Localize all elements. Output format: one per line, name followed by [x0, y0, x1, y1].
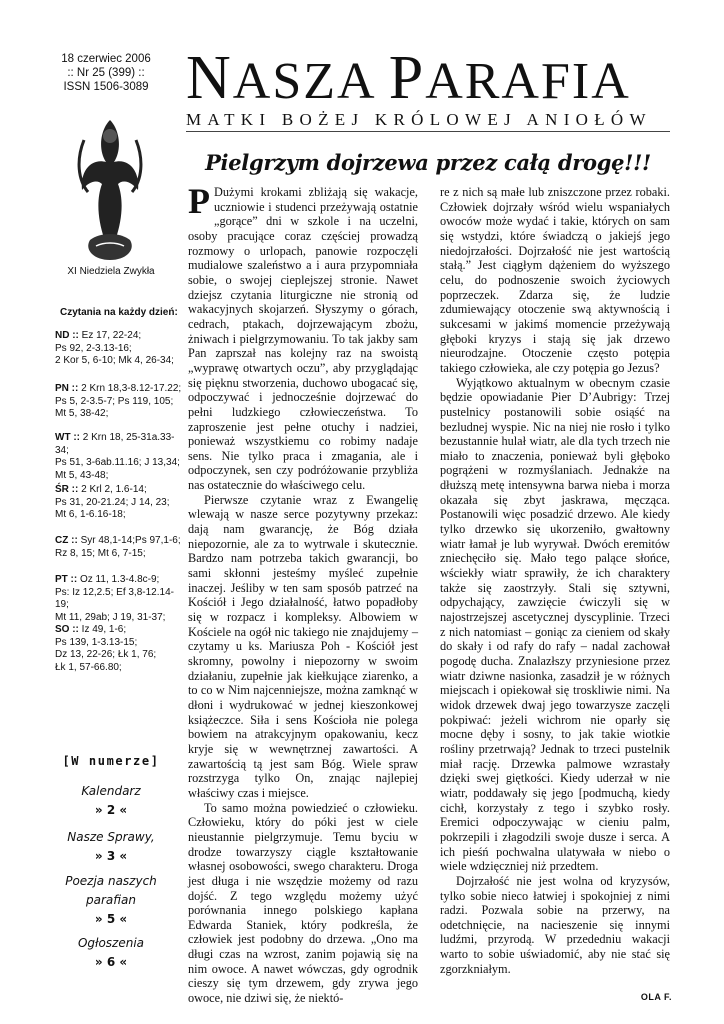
- masthead: [186, 44, 686, 130]
- article-paragraph: Dojrzałość nie jest wolna od kryzysów, tylko sobie nieco łatwiej i spokojniej z nimi radzi. Pozwala sobie na przerwy, na odetchnięcie, na nacieszenie się innymi ludźmi, przyrodą. W przededniu wakacji warto to sobie uświadomić, aby nie stać się zgorzkniałym.: [440, 873, 670, 976]
- toc-item[interactable]: [40, 934, 182, 972]
- reading-line: Oz 11, 1.3-4.8c-9;: [80, 574, 160, 585]
- reading-block: [55, 484, 170, 522]
- article-paragraph: re z nich są małe lub zniszczone przez robaki. Człowiek dojrzały wśród wielu wspaniałych owoców może wydać i takie, których on sam się wstydzi, które świadczą o jakiejś jego niedojrzałości. Dojrzałość nie jest wartością stałą.” Jest ciągłym dążeniem do wyższego celu, do podnoszenie swoich życiowych poprzeczek. Zdarza się, że ludzie zdumiewający otoczenie swą aktywnością i sukcesami w jakimś momencie przeżywają głęboki kryzys i stają się jak drzewo nieurodzajne. Otoczenie często potępia takiego człowieka, ale czy potępia go Jezus?: [440, 185, 670, 375]
- reading-line: 2 Krl 2, 1.6-14;: [81, 484, 147, 495]
- toc-title: Ogłoszenia: [77, 936, 145, 950]
- reading-day: CZ ::: [55, 535, 78, 546]
- reading-line: Mt 5, 43-48;: [55, 469, 109, 481]
- reading-day: PN ::: [55, 383, 79, 394]
- reading-line: Iz 49, 1-6;: [81, 624, 127, 635]
- reading-line: Dz 13, 22-26; Łk 1, 76;: [55, 649, 157, 661]
- toc-item[interactable]: [51, 872, 171, 929]
- reading-line: Rz 8, 15; Mt 6, 7-15;: [55, 547, 146, 559]
- reading-line: Ps 139, 1-3.13-15;: [55, 636, 138, 648]
- toc-title: Poezja naszych parafian: [65, 874, 157, 907]
- reading-line: Ps: Iz 12,2.5; Ef 3,8-12.14-19;: [55, 586, 174, 611]
- reading-line: 2 Kor 5, 6-10; Mk 4, 26-34;: [55, 355, 174, 367]
- article-column-2: [440, 185, 670, 976]
- reading-day: ŚR ::: [55, 484, 79, 495]
- readings-heading: Czytania na każdy dzień:: [60, 307, 178, 318]
- newspaper-title: NASZA PARAFIA: [186, 44, 631, 112]
- article-headline: Pielgrzym dojrzewa przez całą drogę!!!: [205, 150, 651, 175]
- angel-emblem-icon: [70, 110, 150, 262]
- reading-block: [55, 535, 181, 560]
- reading-day: SO ::: [55, 624, 79, 635]
- reading-line: Mt 11, 29ab; J 19, 31-37;: [55, 611, 166, 623]
- toc-title: Nasze Sprawy,: [67, 830, 155, 844]
- reading-line: Łk 1, 57-66.80;: [55, 661, 122, 673]
- reading-block: [55, 383, 181, 421]
- drop-cap: P: [188, 181, 210, 221]
- reading-day: WT ::: [55, 432, 80, 443]
- reading-block: [55, 330, 174, 368]
- issue-date: 18 czerwiec 2006: [61, 53, 151, 65]
- reading-line: Ps 92, 2-3.13-16;: [55, 342, 132, 354]
- reading-line: 2 Krn 18, 25-31a.33-34;: [55, 432, 175, 456]
- newspaper-subtitle: MATKI BOŻEJ KRÓLOWEJ ANIOŁÓW: [186, 110, 652, 129]
- reading-line: Ps 31, 20-21.24; J 14, 23;: [55, 496, 170, 508]
- reading-day: PT ::: [55, 574, 78, 585]
- reading-line: Mt 6, 1-6.16-18;: [55, 509, 126, 521]
- reading-day: ND ::: [55, 330, 79, 341]
- issue-issn: ISSN 1506-3089: [63, 81, 149, 93]
- in-issue-heading: [W numerze]: [62, 754, 160, 768]
- reading-line: Ps 5, 2-3.5-7; Ps 119, 105;: [55, 395, 174, 407]
- reading-line: Syr 48,1-14;Ps 97,1-6;: [80, 535, 181, 546]
- article-paragraph: To samo można powiedzieć o człowieku. Człowieku, który do póki jest w ciele nieustannie pielgrzymuje. Temu byciu w drodze towarzyszy ciągle kształtowanie własnej osobowości, swego charakteru. Droga jest długa i nie wszędzie możemy od razu dojść. Z tego względu możemy użyć porównania innego polskiego kapłana Edwarda Staniek, który podkreśla, że człowiek jest podobny do drzewa. „Ono ma długi czas na wzrost, zanim pojawią się na nim owoce. A nawet wówczas, gdy ogrodnik cieszy się tym drzewem, gdy zrywa jego owoce, nie dziwi się, że niektó-: [188, 800, 418, 1006]
- article-paragraph: P Dużymi krokami zbliżają się wakacje, uczniowie i studenci przeżywają ostatnie „gorące” dni w szkole i na uczelni, osoby pracujące coraz częściej prowadzą rozmowy o urlopach, panowie rozpoczęli mudialowe szaleństwo a i aura przypomniała sobie, o swojej cieplejszej stronie. Nawet dziejsz czytania liturgiczne nie stronią od wakacyjnych skojarzeń. Słyszymy o górach, cedrach, ptakach, dojrzewającym zbożu, żniwach i pielgrzymowaniu. To tak jakby sam Pan zaprszał nas kolejny raz na swoistą „wyprawę otwartych oczu”, aby przyglądając się pięknu stworzenia, duchowo ubogacać się, odpoczywać i jednocześnie dojrzewać do pełni ludzkiego człowieczeństwa. To zaproszenie jest pełne otuchy i nadziei, ponieważ wszystkiemu co robimy nadaje sens. Nie tylko praca i zmagania, ale i odpoczynek, sen czy podróżowanie przybliża nas ostatecznie do właściwego celu.: [188, 181, 418, 493]
- reading-block: [55, 432, 182, 482]
- reading-line: Ez 17, 22-24;: [81, 330, 142, 341]
- toc-page: » 6 «: [94, 955, 128, 969]
- toc-item[interactable]: [40, 828, 182, 866]
- toc-page: » 2 «: [94, 803, 128, 817]
- masthead-divider: [186, 131, 670, 132]
- article-column-1: [188, 181, 418, 1006]
- article-paragraph: Wyjątkowo aktualnym w obecnym czasie będzie opowiadanie Pier D’Aubrigy: Trzej pustelnicy postanowili sobie osiąść na bezludnej wyspie. Nic na niej nie rosło i tylko bezustannie hulał wiatr, ale dla tych trzech nie miało to znaczenia, ponieważ byli głęboko pogrążeni w rozmyślaniach. Jednakże na dłuższą metę intensywna barwa nieba i morza okazała się zbyt jaskrawa, męcząca. Postanowili więc posadzić drzewo. Ale kiedy tylko drzewko się ukorzeniło, gwałtowny wiatr łamał je lub wyrywał. Dwóch eremitów zniechęciło się. Mało tego palące słońce, wściekły wiatr sprawiły, że ich charaktery także się zaostrzyły. Stali się sztywni, odpychający, zawzięcie ćwiczyli się w najostrzejszej ascetycznej dyscyplinie. Trzeci z nich natomiast – goniąc za cieniem od skały do skały i od rafy do rafy – nadal zachował pogodę ducha. Znalazłszy przyniesione przez wiatr dziwne nasionka, zasadził je w różnych miejscach i opiekował się troskliwie nimi. Na widok drzewek dwaj jego towarzysze zaczęli pokpiwać: jeżeli wichrom nie oparły się mocne dęby i sosny, to jak takie wiotkie rośliny przetrwają? Jednak to trzeci pustelnik miał rację. Drzewka palmowe wzrastały dzięki swej giętkości. Kiedy uderzał w nie wiatr, poddawały się jego [podmuchą, kiedy cichł, korzystały z tego i szybko rosły. Eremici odpoczywając w cieniu palm, pokrzepili i złagodzili swoje dusze i serca. A ich pieśń pochwalna ulatywała w niebo o wiele wdzięczniej niż przedtem.: [440, 375, 670, 874]
- sunday-label: XI Niedziela Zwykła: [67, 266, 155, 277]
- reading-line: Mt 5, 38-42;: [55, 408, 109, 420]
- reading-block: [55, 624, 156, 674]
- issue-info: [50, 52, 162, 94]
- author-signature: OLA F.: [640, 992, 672, 1002]
- toc-item[interactable]: [40, 782, 182, 820]
- reading-line: Ps 51, 3-6ab.11.16; J 13,34;: [55, 457, 180, 469]
- article-paragraph: Pierwsze czytanie wraz z Ewangelię wlewają w nasze serce pozytywny przekaz: dają nam gwarancję, że Bóg działa niepozornie, ale za to wytrwale i skutecznie. Bardzo nam potrzeba takich gwarancji, bo sami skłonni jesteśmy myśleć zupełnie inaczej. Jeśliby w ten sam sposób patrzeć na Kościół i Jego działalność, łatwo popadłoby się w rozpacz i kompleksy. Albowiem w Kościele na ogół nic takiego nie znajdujemy – czytamy u ks. Mariusza Poh - Kościół jest skromny, powolny i niepozorny w swoim działaniu, zupełnie jak kiełkujące ziarenko, a to co w Nim najcenniejsze, można zamknąć w dłoni i wydrukować w jednej kieszonkowej książeczce. Siła i sens Kościoła nie polega bowiem na atrakcyjnym opakowaniu, kecz kryje się w wewnętrznej zawartości. A zawartością tą jest sam Bóg. Wiele spraw rozstrzyga tylko On, znając najlepiej właściwy czas i miejsce.: [188, 492, 418, 800]
- reading-line: 2 Krn 18,3-8.12-17.22;: [81, 383, 182, 394]
- issue-number: :: Nr 25 (399) ::: [67, 67, 145, 79]
- toc-page: » 5 «: [94, 912, 128, 926]
- toc-page: » 3 «: [94, 849, 128, 863]
- toc-title: Kalendarz: [81, 784, 141, 798]
- reading-block: [55, 574, 182, 624]
